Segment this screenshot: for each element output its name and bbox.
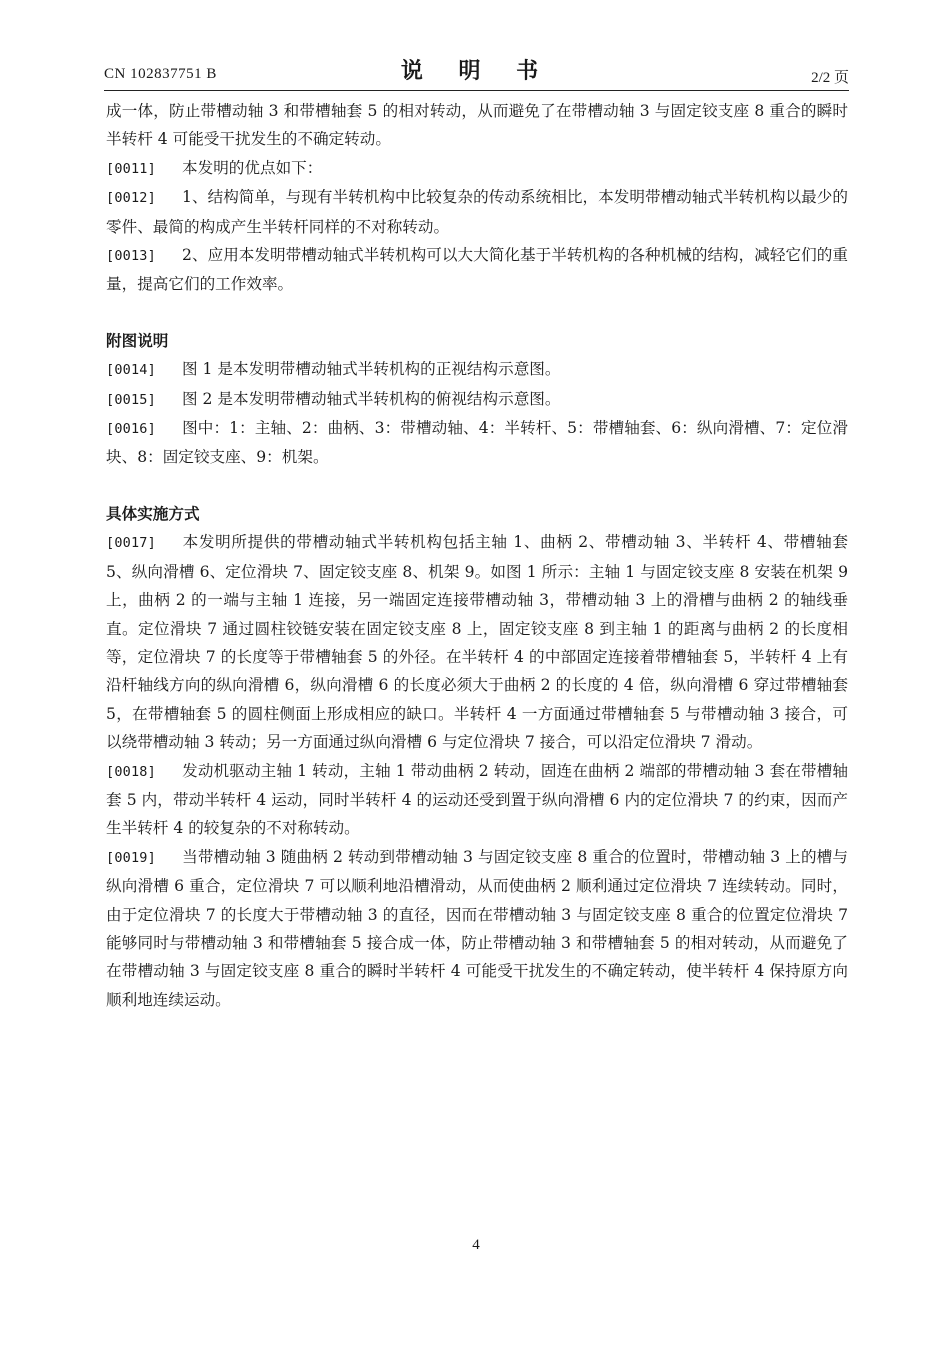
paragraph-number: [0019] bbox=[106, 849, 156, 866]
document-number: CN 102837751 B bbox=[104, 66, 217, 82]
paragraph-0013 bbox=[106, 241, 848, 299]
paragraph-0016 bbox=[106, 414, 848, 472]
paragraph-text: 1、结构简单，与现有半转机构中比较复杂的传动系统相比，本发明带槽动轴式半转机构以最少的零件、最简的构成产生半转杆同样的不对称转动。 bbox=[106, 188, 848, 236]
section-title-embodiment: 具体实施方式 bbox=[106, 504, 200, 523]
paragraph-number: [0012] bbox=[106, 190, 156, 207]
document-body bbox=[106, 97, 848, 1014]
paragraph-number: [0016] bbox=[106, 421, 156, 438]
paragraph-0017 bbox=[106, 528, 848, 756]
paragraph-text: 图 2 是本发明带槽动轴式半转机构的俯视结构示意图。 bbox=[182, 389, 561, 408]
paragraph-0011 bbox=[106, 154, 848, 183]
paragraph-number: [0017] bbox=[106, 535, 156, 552]
paragraph-text: 发动机驱动主轴 1 转动，主轴 1 带动曲柄 2 转动，固连在曲柄 2 端部的带槽动轴 3 套在带槽轴套 5 内，带动半转杆 4 运动，同时半转杆 4 的运动还受到置于纵向滑槽 6 内的定位滑块 7 的约束，因而产生半转杆 4 的较复杂的不对称转动。 bbox=[106, 761, 848, 838]
paragraph-0015 bbox=[106, 385, 848, 414]
section-title-figures: 附图说明 bbox=[106, 331, 169, 350]
header-divider bbox=[104, 90, 849, 91]
page-header bbox=[104, 54, 849, 88]
paragraph-text: 图 1 是本发明带槽动轴式半转机构的正视结构示意图。 bbox=[182, 360, 561, 379]
paragraph-text: 本发明的优点如下： bbox=[182, 158, 323, 177]
paragraph-text: 图中：1：主轴、2：曲柄、3：带槽动轴、4：半转杆、5：带槽轴套、6：纵向滑槽、7：定位滑块、8：固定铰支座、9：机架。 bbox=[106, 419, 848, 467]
paragraph-number: [0015] bbox=[106, 391, 156, 408]
document-title: 说 明 书 bbox=[400, 59, 553, 84]
page-number: 4 bbox=[472, 1237, 480, 1253]
paragraph-0018 bbox=[106, 757, 848, 843]
paragraph-text: 当带槽动轴 3 随曲柄 2 转动到带槽动轴 3 与固定铰支座 8 重合的位置时，带槽动轴 3 上的槽与纵向滑槽 6 重合，定位滑块 7 可以顺利地沿槽滑动，从而使曲柄 2 顺利通过定位滑块 7 连续转动。同时，由于定位滑块 7 的长度大于带槽动轴 3 的直径，因而在带槽动轴 3 与固定铰支座 8 重合的位置定位滑块 7 能够同时与带槽动轴 3 和带槽轴套 5 接合成一体，防止带槽动轴 3 和带槽轴套 5 的相对转动，从而避免了在带槽动轴 3 与固定铰支座 8 重合的瞬时半转杆 4 可能受干扰发生的不确定转动，使半转杆 4 保持原方向顺利地连续运动。 bbox=[106, 847, 848, 1009]
paragraph-number: [0013] bbox=[106, 248, 156, 265]
paragraph-0014 bbox=[106, 355, 848, 384]
paragraph-text: 本发明所提供的带槽动轴式半转机构包括主轴 1、曲柄 2、带槽动轴 3、半转杆 4、带槽轴套 5、纵向滑槽 6、定位滑块 7、固定铰支座 8、机架 9。如图 1 所示：主轴 1 与固定铰支座 8 安装在机架 9 上，曲柄 2 的一端与主轴 1 连接，另一端固定连接带槽动轴 3，带槽动轴 3 上的滑槽与曲柄 2 的轴线垂直。定位滑块 7 通过圆柱铰链安装在固定铰支座 8 上，固定铰支座 8 到主轴 1 的距离与曲柄 2 的长度相等，定位滑块 7 的长度等于带槽轴套 5 的外径。在半转杆 4 的中部固定连接着带槽轴套 5，半转杆 4 上有沿杆轴线方向的纵向滑槽 6，纵向滑槽 6 的长度必须大于曲柄 2 的长度的 4 倍，纵向滑槽 6 穿过带槽轴套 5，在带槽轴套 5 的圆柱侧面上形成相应的缺口。半转杆 4 一方面通过带槽轴套 5 与带槽动轴 3 接合，可以绕带槽动轴 3 转动；另一方面通过纵向滑槽 6 与定位滑块 7 接合，可以沿定位滑块 7 滑动。 bbox=[106, 533, 848, 752]
paragraph-number: [0014] bbox=[106, 362, 156, 379]
paragraph-number: [0011] bbox=[106, 160, 156, 177]
page-indicator: 2/2 页 bbox=[811, 70, 849, 86]
paragraph-number: [0018] bbox=[106, 763, 156, 780]
paragraph-0019 bbox=[106, 843, 848, 1014]
continuation-paragraph: 成一体，防止带槽动轴 3 和带槽轴套 5 的相对转动，从而避免了在带槽动轴 3 与固定铰支座 8 重合的瞬时半转杆 4 可能受干扰发生的不确定转动。 bbox=[106, 102, 848, 149]
paragraph-0012 bbox=[106, 183, 848, 241]
paragraph-text: 2、应用本发明带槽动轴式半转机构可以大大简化基于半转机构的各种机械的结构，减轻它们的重量，提高它们的工作效率。 bbox=[106, 246, 848, 294]
